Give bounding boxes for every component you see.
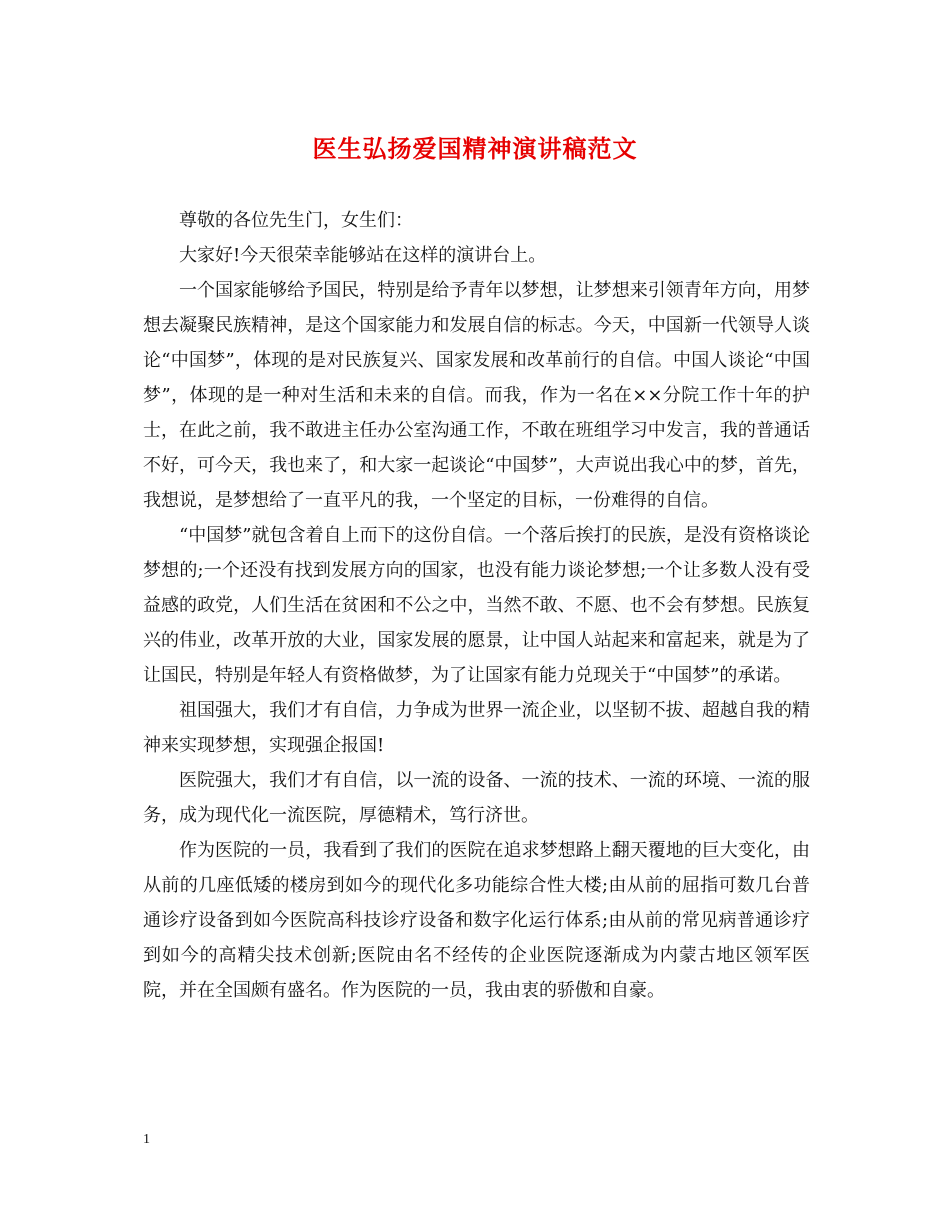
- document-body: [143, 203, 810, 1008]
- greeting-paragraph: 大家好!今天很荣幸能够站在这样的演讲台上。: [179, 245, 547, 266]
- body-paragraph: 医院强大，我们才有自信，以一流的设备、一流的技术、一流的环境、一流的服务，成为现代化一流医院，厚德精术，笃行济世。: [143, 770, 810, 826]
- body-paragraph: 作为医院的一员，我看到了我们的医院在追求梦想路上翻天覆地的巨大变化，由从前的几座低矮的楼房到如今的现代化多功能综合性大楼;由从前的屈指可数几台普通诊疗设备到如今医院高科技诊疗设备和数字化运行体系;由从前的常见病普通诊疗到如今的高精尖技术创新;医院由名不经传的企业医院逐渐成为内蒙古地区领军医院，并在全国颇有盛名。作为医院的一员，我由衷的骄傲和自豪。: [143, 840, 810, 1001]
- body-paragraph: “中国梦”就包含着自上而下的这份自信。一个落后挨打的民族，是没有资格谈论梦想的;一个还没有找到发展方向的国家，也没有能力谈论梦想;一个让多数人没有受益感的政党，人们生活在贫困和不公之中，当然不敢、不愿、也不会有梦想。民族复兴的伟业，改革开放的大业，国家发展的愿景，让中国人站起来和富起来，就是为了让国民，特别是年轻人有资格做梦，为了让国家有能力兑现关于“中国梦”的承诺。: [143, 525, 810, 686]
- body-paragraph: 祖国强大，我们才有自信，力争成为世界一流企业，以坚韧不拔、超越自我的精神来实现梦想，实现强企报国!: [143, 700, 810, 756]
- salutation-paragraph: 尊敬的各位先生门，女生们：: [179, 210, 413, 231]
- page-number: 1: [143, 1132, 150, 1147]
- document-title: 医生弘扬爱国精神演讲稿范文: [312, 134, 638, 163]
- body-paragraph: 一个国家能够给予国民，特别是给予青年以梦想，让梦想来引领青年方向，用梦想去凝聚民族精神，是这个国家能力和发展自信的标志。今天，中国新一代领导人谈论“中国梦”，体现的是对民族复兴、国家发展和改革前行的自信。中国人谈论“中国梦”，体现的是一种对生活和未来的自信。而我，作为一名在××分院工作十年的护士，在此之前，我不敢进主任办公室沟通工作，不敢在班组学习中发言，我的普通话不好，可今天，我也来了，和大家一起谈论“中国梦”，大声说出我心中的梦，首先，我想说，是梦想给了一直平凡的我，一个坚定的目标，一份难得的自信。: [143, 280, 810, 511]
